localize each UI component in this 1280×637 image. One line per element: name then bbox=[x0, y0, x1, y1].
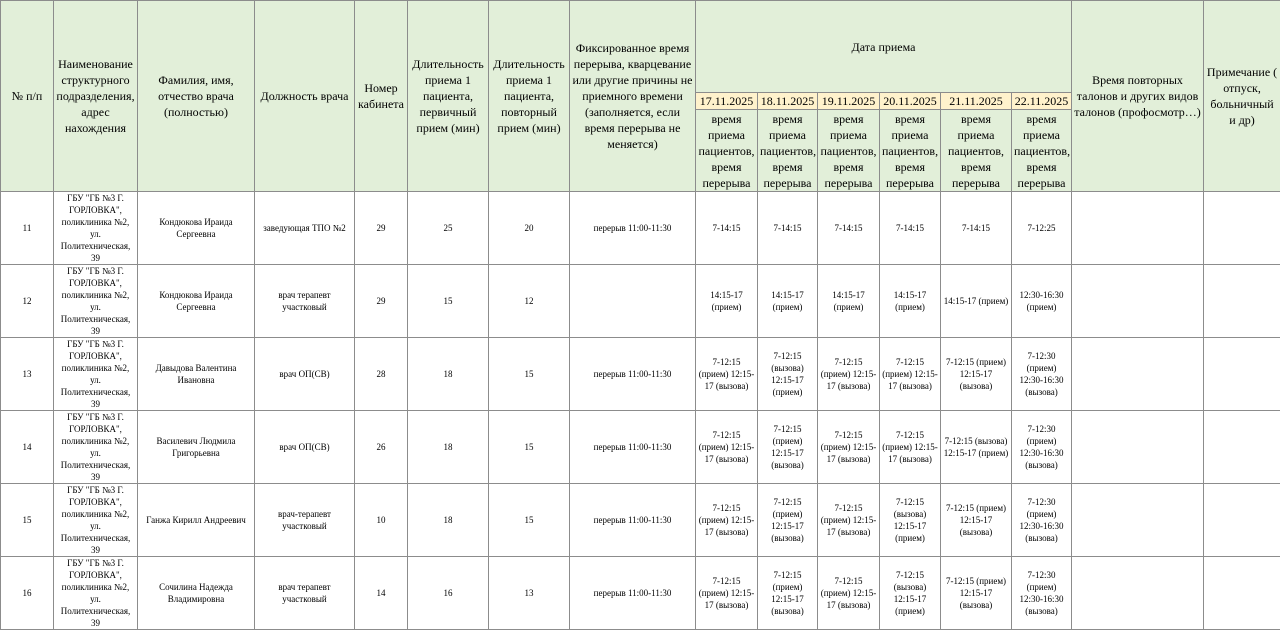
cell-fio: Кондюкова Ираида Сергеевна bbox=[138, 192, 255, 265]
cell-break: перерыв 11:00-11:30 bbox=[570, 338, 696, 411]
cell-fio: Василевич Людмила Григорьевна bbox=[138, 411, 255, 484]
cell-date-2: 7-14:15 bbox=[758, 192, 818, 265]
cell-date-3: 7-14:15 bbox=[818, 192, 880, 265]
cell-break: перерыв 11:00-11:30 bbox=[570, 484, 696, 557]
cell-unit: ГБУ "ГБ №3 Г. ГОРЛОВКА", поликлиника №2, ул. Политехническая, 39 bbox=[54, 265, 138, 338]
cell-date-4: 7-14:15 bbox=[880, 192, 941, 265]
cell-date-3: 7-12:15 (прием) 12:15-17 (вызова) bbox=[818, 338, 880, 411]
cell-date-4: 7-12:15 (прием) 12:15-17 (вызова) bbox=[880, 338, 941, 411]
cell-date-4: 7-12:15 (вызова) 12:15-17 (прием) bbox=[880, 484, 941, 557]
header-date-2: 18.11.2025 bbox=[758, 93, 818, 110]
table-row bbox=[1, 192, 1280, 265]
cell-note bbox=[1204, 557, 1280, 630]
cell-unit: ГБУ "ГБ №3 Г. ГОРЛОВКА", поликлиника №2, ул. Политехническая, 39 bbox=[54, 338, 138, 411]
cell-duration-repeat: 13 bbox=[489, 557, 570, 630]
cell-num: 11 bbox=[1, 192, 54, 265]
cell-date-4: 7-12:15 (прием) 12:15-17 (вызова) bbox=[880, 411, 941, 484]
header-duration-repeat: Длительность приема 1 пациента, повторный прием (мин) bbox=[489, 1, 570, 192]
cell-note bbox=[1204, 265, 1280, 338]
cell-duration-repeat: 15 bbox=[489, 338, 570, 411]
cell-repeat-time bbox=[1072, 411, 1204, 484]
cell-date-1: 7-12:15 (прием) 12:15-17 (вызова) bbox=[696, 338, 758, 411]
header-date-sub-4: время приема пациентов, время перерыва bbox=[880, 110, 941, 192]
cell-date-2: 7-12:15 (прием) 12:15-17 (вызова) bbox=[758, 411, 818, 484]
cell-date-2: 7-12:15 (вызова) 12:15-17 (прием) bbox=[758, 338, 818, 411]
cell-room: 28 bbox=[355, 338, 408, 411]
cell-duration-first: 16 bbox=[408, 557, 489, 630]
cell-date-5: 7-12:15 (вызова) 12:15-17 (прием) bbox=[941, 411, 1012, 484]
header-date-4: 20.11.2025 bbox=[880, 93, 941, 110]
header-num: № п/п bbox=[1, 1, 54, 192]
cell-duration-first: 18 bbox=[408, 411, 489, 484]
cell-num: 12 bbox=[1, 265, 54, 338]
cell-date-3: 7-12:15 (прием) 12:15-17 (вызова) bbox=[818, 411, 880, 484]
cell-note bbox=[1204, 192, 1280, 265]
cell-fio: Давыдова Валентина Ивановна bbox=[138, 338, 255, 411]
header-date-sub-6: время приема пациентов, время перерыва bbox=[1012, 110, 1072, 192]
cell-break: перерыв 11:00-11:30 bbox=[570, 192, 696, 265]
cell-note bbox=[1204, 338, 1280, 411]
header-date-sub-1: время приема пациентов, время перерыва bbox=[696, 110, 758, 192]
cell-position: врач-терапевт участковый bbox=[255, 484, 355, 557]
cell-repeat-time bbox=[1072, 338, 1204, 411]
cell-repeat-time bbox=[1072, 484, 1204, 557]
header-date-6: 22.11.2025 bbox=[1012, 93, 1072, 110]
cell-room: 29 bbox=[355, 192, 408, 265]
cell-room: 10 bbox=[355, 484, 408, 557]
cell-date-2: 7-12:15 (прием) 12:15-17 (вызова) bbox=[758, 484, 818, 557]
cell-unit: ГБУ "ГБ №3 Г. ГОРЛОВКА", поликлиника №2, ул. Политехническая, 39 bbox=[54, 557, 138, 630]
cell-date-1: 7-12:15 (прием) 12:15-17 (вызова) bbox=[696, 411, 758, 484]
cell-date-1: 7-14:15 bbox=[696, 192, 758, 265]
cell-date-4: 7-12:15 (вызова) 12:15-17 (прием) bbox=[880, 557, 941, 630]
header-fio: Фамилия, имя, отчество врача (полностью) bbox=[138, 1, 255, 192]
cell-room: 26 bbox=[355, 411, 408, 484]
cell-fio: Сочилина Надежда Владимировна bbox=[138, 557, 255, 630]
cell-note bbox=[1204, 484, 1280, 557]
cell-duration-repeat: 20 bbox=[489, 192, 570, 265]
cell-num: 15 bbox=[1, 484, 54, 557]
header-unit: Наименование структурного подразделения, адрес нахождения bbox=[54, 1, 138, 192]
cell-date-2: 14:15-17 (прием) bbox=[758, 265, 818, 338]
cell-date-3: 7-12:15 (прием) 12:15-17 (вызова) bbox=[818, 484, 880, 557]
cell-duration-repeat: 15 bbox=[489, 484, 570, 557]
header-position: Должность врача bbox=[255, 1, 355, 192]
table-row bbox=[1, 484, 1280, 557]
header-break: Фиксированное время перерыва, кварцевание или другие причины не приемного времени (заполняется, если время перерыва не меняется) bbox=[570, 1, 696, 192]
cell-fio: Кондюкова Ираида Сергеевна bbox=[138, 265, 255, 338]
table-row bbox=[1, 411, 1280, 484]
cell-num: 14 bbox=[1, 411, 54, 484]
cell-date-4: 14:15-17 (прием) bbox=[880, 265, 941, 338]
cell-fio: Ганжа Кирилл Андреевич bbox=[138, 484, 255, 557]
cell-duration-first: 25 bbox=[408, 192, 489, 265]
cell-date-5: 14:15-17 (прием) bbox=[941, 265, 1012, 338]
cell-date-6: 7-12:30 (прием) 12:30-16:30 (вызова) bbox=[1012, 557, 1072, 630]
cell-unit: ГБУ "ГБ №3 Г. ГОРЛОВКА", поликлиника №2, ул. Политехническая, 39 bbox=[54, 411, 138, 484]
cell-duration-repeat: 12 bbox=[489, 265, 570, 338]
cell-date-1: 14:15-17 (прием) bbox=[696, 265, 758, 338]
header-repeat-time: Время повторных талонов и других видов талонов (профосмотр…) bbox=[1072, 1, 1204, 192]
header-date-3: 19.11.2025 bbox=[818, 93, 880, 110]
table-row bbox=[1, 338, 1280, 411]
cell-date-5: 7-12:15 (прием) 12:15-17 (вызова) bbox=[941, 484, 1012, 557]
cell-date-1: 7-12:15 (прием) 12:15-17 (вызова) bbox=[696, 484, 758, 557]
header-date-sub-2: время приема пациентов, время перерыва bbox=[758, 110, 818, 192]
header-date-sub-5: время приема пациентов, время перерыва bbox=[941, 110, 1012, 192]
cell-unit: ГБУ "ГБ №3 Г. ГОРЛОВКА", поликлиника №2, ул. Политехническая, 39 bbox=[54, 192, 138, 265]
header-date-1: 17.11.2025 bbox=[696, 93, 758, 110]
cell-position: заведующая ТПО №2 bbox=[255, 192, 355, 265]
cell-break: перерыв 11:00-11:30 bbox=[570, 557, 696, 630]
cell-repeat-time bbox=[1072, 557, 1204, 630]
header-date-5: 21.11.2025 bbox=[941, 93, 1012, 110]
header-room: Номер кабинета bbox=[355, 1, 408, 192]
cell-date-5: 7-12:15 (прием) 12:15-17 (вызова) bbox=[941, 557, 1012, 630]
cell-duration-repeat: 15 bbox=[489, 411, 570, 484]
cell-unit: ГБУ "ГБ №3 Г. ГОРЛОВКА", поликлиника №2, ул. Политехническая, 39 bbox=[54, 484, 138, 557]
cell-duration-first: 15 bbox=[408, 265, 489, 338]
cell-date-5: 7-14:15 bbox=[941, 192, 1012, 265]
cell-position: врач терапевт участковый bbox=[255, 265, 355, 338]
header-date-sub-3: время приема пациентов, время перерыва bbox=[818, 110, 880, 192]
cell-num: 13 bbox=[1, 338, 54, 411]
cell-date-6: 7-12:30 (прием) 12:30-16:30 (вызова) bbox=[1012, 411, 1072, 484]
cell-duration-first: 18 bbox=[408, 484, 489, 557]
cell-note bbox=[1204, 411, 1280, 484]
cell-date-6: 12:30-16:30 (прием) bbox=[1012, 265, 1072, 338]
cell-date-1: 7-12:15 (прием) 12:15-17 (вызова) bbox=[696, 557, 758, 630]
cell-break: перерыв 11:00-11:30 bbox=[570, 411, 696, 484]
cell-position: врач ОП(СВ) bbox=[255, 338, 355, 411]
cell-position: врач ОП(СВ) bbox=[255, 411, 355, 484]
cell-num: 16 bbox=[1, 557, 54, 630]
cell-date-2: 7-12:15 (прием) 12:15-17 (вызова) bbox=[758, 557, 818, 630]
cell-duration-first: 18 bbox=[408, 338, 489, 411]
cell-date-5: 7-12:15 (прием) 12:15-17 (вызова) bbox=[941, 338, 1012, 411]
cell-room: 14 bbox=[355, 557, 408, 630]
cell-date-6: 7-12:25 bbox=[1012, 192, 1072, 265]
header-duration-first: Длительность приема 1 пациента, первичный прием (мин) bbox=[408, 1, 489, 192]
cell-repeat-time bbox=[1072, 192, 1204, 265]
cell-break bbox=[570, 265, 696, 338]
cell-room: 29 bbox=[355, 265, 408, 338]
table-row bbox=[1, 265, 1280, 338]
cell-position: врач терапевт участковый bbox=[255, 557, 355, 630]
header-date-group: Дата приема bbox=[696, 1, 1072, 93]
cell-date-6: 7-12:30 (прием) 12:30-16:30 (вызова) bbox=[1012, 338, 1072, 411]
cell-date-6: 7-12:30 (прием) 12:30-16:30 (вызова) bbox=[1012, 484, 1072, 557]
cell-repeat-time bbox=[1072, 265, 1204, 338]
header-note: Примечание ( отпуск, больничный и др) bbox=[1204, 1, 1280, 192]
cell-date-3: 7-12:15 (прием) 12:15-17 (вызова) bbox=[818, 557, 880, 630]
cell-date-3: 14:15-17 (прием) bbox=[818, 265, 880, 338]
table-row bbox=[1, 557, 1280, 630]
